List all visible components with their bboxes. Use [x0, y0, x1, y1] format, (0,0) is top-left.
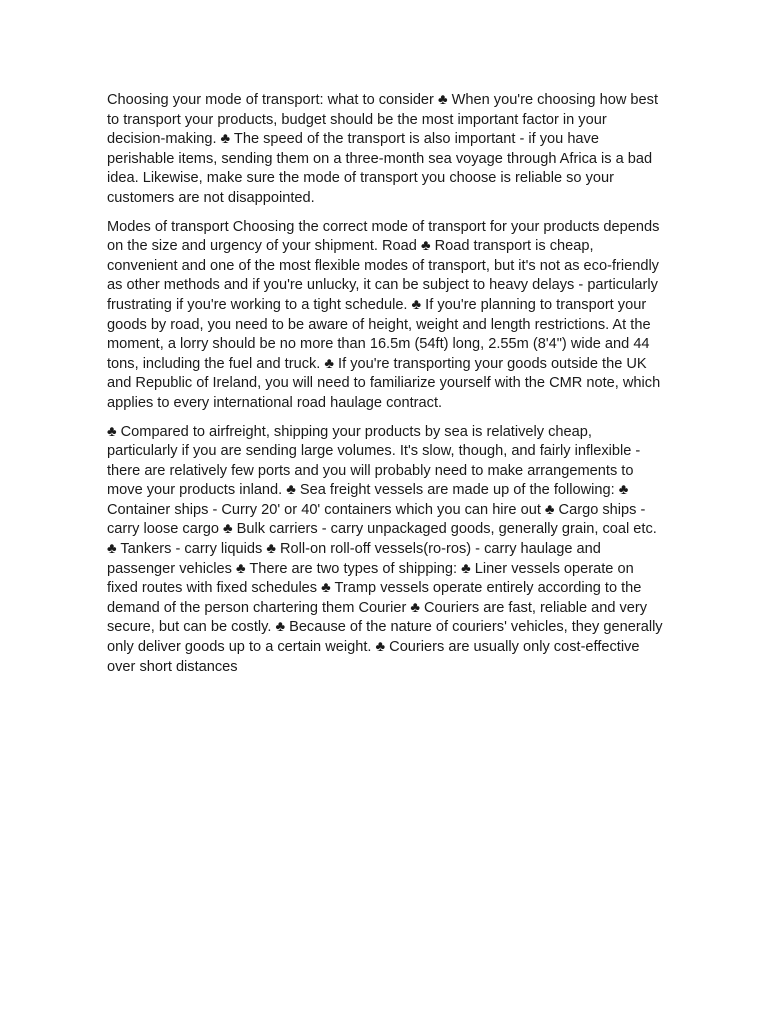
document-page: [107, 91, 663, 686]
paragraph-modes-of-transport-road: Modes of transport Choosing the correct mode of transport for your products depends on the size and urgency of your shipment. Road ♣ Road transport is cheap, convenient and one of the most flexible modes of transport, but it's not as eco-friendly as other methods and if you're unlucky, it can be subject to heavy delays - particularly frustrating if you're working to a tight schedule. ♣ If you're planning to transport your goods by road, you need to be aware of height, weight and length restrictions. At the moment, a lorry should be no more than 16.5m (54ft) long, 2.55m (8'4") wide and 44 tons, including the fuel and truck. ♣ If you're transporting your goods outside the UK and Republic of Ireland, you will need to familiarize yourself with the CMR note, which applies to every international road haulage contract.: [107, 218, 661, 411]
paragraph-sea-freight-and-courier: ♣ Compared to airfreight, shipping your products by sea is relatively cheap, particularly if you are sending large volumes. It's slow, though, and fairly inflexible - there are relatively few ports and you will probably need to make arrangements to move your products inland. ♣ Sea freight vessels are made up of the following: ♣ Container ships - Curry 20' or 40' containers which you can hire out ♣ Cargo ships - carry loose cargo ♣ Bulk carriers - carry unpackaged goods, generally grain, coal etc. ♣ Tankers - carry liquids ♣ Roll-on roll-off vessels(ro-ros) - carry haulage and passenger vehicles ♣ There are two types of shipping: ♣ Liner vessels operate on fixed routes with fixed schedules ♣ Tramp vessels operate entirely according to the demand of the person chartering them Courier ♣ Couriers are fast, reliable and very secure, but can be costly. ♣ Because of the nature of couriers' vehicles, they generally only deliver goods up to a certain weight. ♣ Couriers are usually only cost-effective over short distances: [107, 423, 663, 675]
paragraph-transport-considerations: Choosing your mode of transport: what to consider ♣ When you're choosing how best to transport your products, budget should be the most important factor in your decision-making. ♣ The speed of the transport is also important - if you have perishable items, sending them on a three-month sea voyage through Africa is a bad idea. Likewise, make sure the mode of transport you choose is reliable so your customers are not disappointed.: [107, 92, 659, 206]
